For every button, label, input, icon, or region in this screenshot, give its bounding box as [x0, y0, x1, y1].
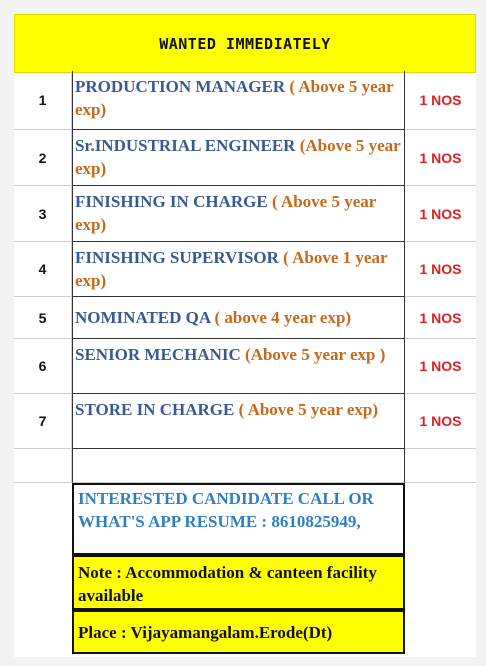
empty-row: [14, 449, 476, 483]
job-quantity: 1 NOS: [405, 297, 476, 339]
job-title: SENIOR MECHANIC: [75, 345, 241, 364]
job-quantity: 1 NOS: [405, 339, 476, 394]
empty-cell: [72, 449, 405, 483]
job-quantity: 1 NOS: [405, 186, 476, 242]
job-description: [72, 186, 405, 242]
job-title: PRODUCTION MANAGER: [75, 77, 286, 96]
job-experience: ( Above 1 year exp): [75, 248, 388, 290]
job-experience: ( above 4 year exp): [210, 308, 352, 327]
job-number: 4: [14, 242, 72, 297]
job-description: [72, 339, 405, 394]
job-experience: (Above 5 year exp ): [240, 345, 386, 364]
job-row: [14, 130, 476, 186]
job-quantity: 1 NOS: [405, 71, 476, 130]
facility-note: Note : Accommodation & canteen facility available: [72, 555, 405, 610]
job-row: [14, 297, 476, 339]
job-number: 7: [14, 394, 72, 449]
job-quantity: 1 NOS: [405, 242, 476, 297]
job-experience: ( Above 5 year exp): [75, 77, 394, 119]
job-row: [14, 71, 476, 130]
blank-column: [14, 483, 73, 655]
job-description: [72, 242, 405, 297]
job-title: FINISHING SUPERVISOR: [75, 248, 279, 267]
empty-cell: [14, 449, 72, 483]
job-row: [14, 186, 476, 242]
job-experience: ( Above 5 year exp): [234, 400, 379, 419]
job-poster: [14, 14, 476, 657]
job-number: 3: [14, 186, 72, 242]
job-quantity: 1 NOS: [405, 130, 476, 186]
job-description: [72, 297, 405, 339]
job-title: Sr.INDUSTRIAL ENGINEER: [75, 136, 296, 155]
job-description: [72, 394, 405, 449]
job-title: NOMINATED QA: [75, 308, 211, 327]
job-description: [72, 71, 405, 130]
job-row: [14, 339, 476, 394]
job-quantity: 1 NOS: [405, 394, 476, 449]
job-description: [72, 130, 405, 186]
contact-info: INTERESTED CANDIDATE CALL OR WHAT'S APP RESUME : 8610825949,: [72, 483, 405, 555]
empty-cell: [405, 449, 476, 483]
job-experience: (Above 5 year exp): [75, 136, 401, 178]
work-location: Place : Vijayamangalam.Erode(Dt): [72, 610, 405, 654]
poster-title: WANTED IMMEDIATELY: [14, 14, 476, 73]
job-number: 1: [14, 71, 72, 130]
job-experience: ( Above 5 year exp): [75, 192, 376, 234]
job-number: 2: [14, 130, 72, 186]
job-row: [14, 394, 476, 449]
job-title: FINISHING IN CHARGE: [75, 192, 268, 211]
job-number: 6: [14, 339, 72, 394]
job-row: [14, 242, 476, 297]
job-title: STORE IN CHARGE: [75, 400, 235, 419]
job-number: 5: [14, 297, 72, 339]
